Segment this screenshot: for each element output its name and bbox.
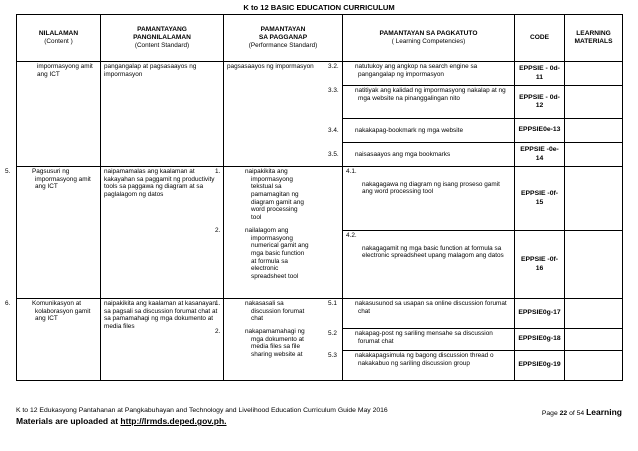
competency-cell: 3.4. nakakapag-bookmark ng mga website	[343, 119, 515, 143]
performance-standard-cell	[215, 167, 343, 299]
competency-cell: 4.2. nakagagamit ng mga basic function at formula sa electronic spreadsheet upang malagom ang datos	[343, 231, 515, 299]
competency-cell: 3.5. naisasaayos ang mga bookmarks	[343, 143, 515, 167]
materials-cell	[565, 351, 623, 381]
competency-cell: 3.3. natitiyak ang kalidad ng impormasyong nakalap at ng mga website na pinanggalingan nito	[343, 86, 515, 119]
performance-item: 2. nailalagom ang impormasyong numerical gamit ang mga basic function at formula sa electronic spreadsheet tool	[215, 226, 309, 280]
page-footer	[16, 407, 622, 426]
performance-item: 2. nakapamamahagi ng mga dokumento at media files sa file sharing website at	[215, 328, 305, 359]
code-cell: EPPSIE - 0d-12	[515, 86, 565, 119]
table-row	[17, 167, 623, 231]
page-title: K to 12 BASIC EDUCATION CURRICULUM	[243, 3, 395, 12]
content-cell: 5. Pagsusuri ng impormasyong amit ang ICT	[17, 167, 101, 299]
materials-cell	[565, 119, 623, 143]
content-cell: 6. Komunikasyon at kolaborasyon gamit ang ICT	[17, 299, 101, 381]
performance-standard-cell: pagsasaayos ng impormasyon	[224, 62, 343, 167]
materials-cell	[565, 143, 623, 167]
performance-standard-cell	[215, 299, 343, 381]
table-row	[17, 62, 623, 86]
lrmds-link[interactable]: http://lrmds.deped.gov.ph.	[120, 416, 227, 426]
materials-cell	[565, 62, 623, 86]
content-cell: impormasyong amit ang ICT	[17, 62, 101, 167]
header-row	[17, 15, 623, 62]
competency-cell: 4.1. nakagagawa ng diagram ng isang proseso gamit ang word processing tool	[343, 167, 515, 231]
header-performance-standard: PAMANTAYAN SA PAGGANAP (Performance Standard)	[224, 15, 343, 62]
materials-cell	[565, 299, 623, 329]
header-learning-competencies: PAMANTAYAN SA PAGKATUTO ( Learning Competencies)	[343, 15, 515, 62]
materials-cell	[565, 329, 623, 351]
competency-cell: 5.2 nakapag-post ng sariling mensahe sa discussion forumat chat	[343, 329, 515, 351]
code-cell: EPPSIE0g-17	[515, 299, 565, 329]
header-content-standard: PAMANTAYANG PANGNILALAMAN (Content Standard)	[101, 15, 224, 62]
page-indicator: Page 22 of 54 Learning	[541, 407, 622, 417]
header-content: NILALAMAN (Content )	[17, 15, 101, 62]
header-learning-materials: LEARNING MATERIALS	[565, 15, 623, 62]
code-cell: EPPSIE0g-18	[515, 329, 565, 351]
footer-materials-line: Materials are uploaded at http://lrmds.deped.gov.ph.	[16, 416, 227, 426]
performance-item: 1. nakasasali sa discussion forumat chat	[215, 300, 305, 323]
header-code: CODE	[515, 15, 565, 62]
code-cell: EPPSIE0g-19	[515, 351, 565, 381]
curriculum-table	[5, 14, 623, 381]
code-cell: EPPSIE0e-13	[515, 119, 565, 143]
competency-cell: 5.1 nakasusunod sa usapan sa online discussion forumat chat	[343, 299, 515, 329]
code-cell: EPPSIE -0f-15	[515, 167, 565, 231]
materials-cell	[565, 86, 623, 119]
table-row	[17, 299, 623, 329]
content-standard-cell: naipamamalas ang kaalaman at kakayahan sa paggamit ng productivity tools sa paggawa ng diagram at sa paglalagom ng datos	[101, 167, 224, 299]
content-standard-cell: naipakikita ang kaalaman at kasanayan sa pagsali sa discussion forumat chat at sa pamamahagi ng mga dokumento at media files	[101, 299, 224, 381]
content-standard-cell: pangangalap at pagsasaayos ng impormasyon	[101, 62, 224, 167]
code-cell: EPPSIE -0e-14	[515, 143, 565, 167]
competency-cell: 5.3 nakakapagsimula ng bagong discussion thread o nakakabuo ng sariling discussion group	[343, 351, 515, 381]
footer-guide-text: K to 12 Edukasyong Pantahanan at Pangkabuhayan and Technology and Livelihood Education Curriculum Guide May 2016	[16, 407, 388, 414]
code-cell: EPPSIE - 0d-11	[515, 62, 565, 86]
competency-cell: 3.2. natutukoy ang angkop na search engine sa pangangalap ng impormasyon	[343, 62, 515, 86]
performance-item: 1. naipakikita ang impormasyong tekstual sa pamamagitan ng diagram gamit ang word processing tool	[215, 168, 304, 222]
code-cell: EPPSIE -0f-16	[515, 231, 565, 299]
materials-cell	[565, 231, 623, 299]
materials-cell	[565, 167, 623, 231]
